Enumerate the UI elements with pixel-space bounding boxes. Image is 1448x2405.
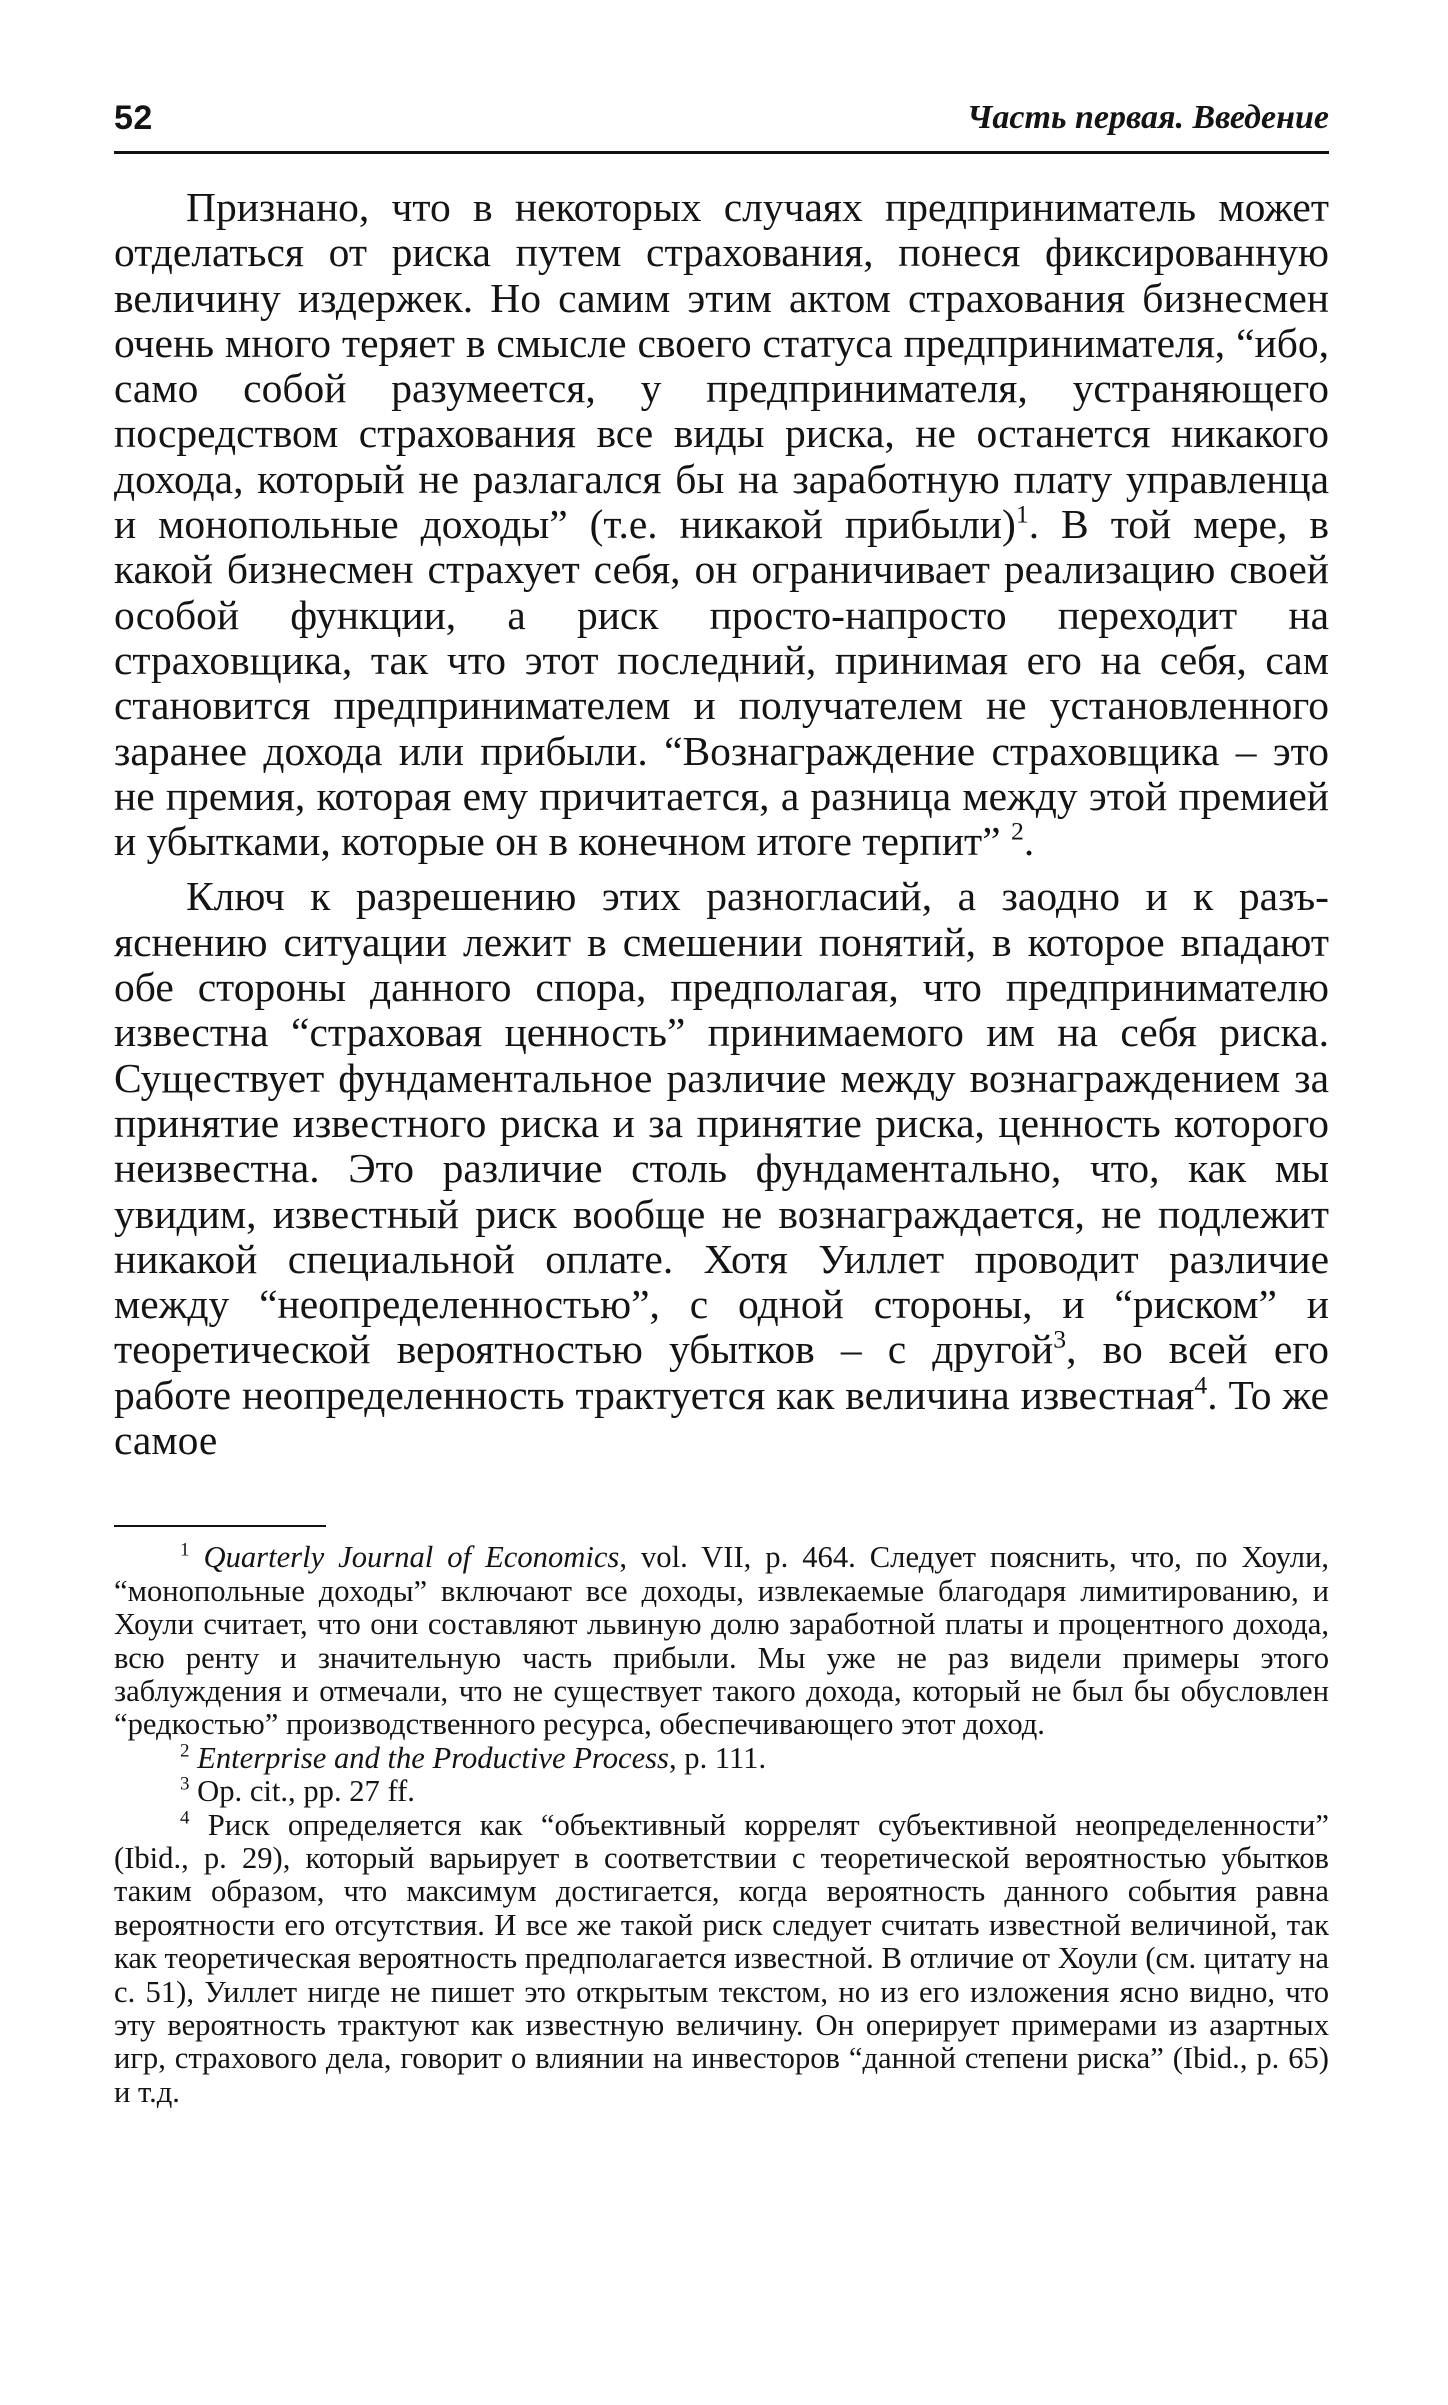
footnote-number: 4 bbox=[180, 1807, 190, 1829]
footnote bbox=[114, 1809, 1329, 2110]
footnote-separator bbox=[114, 1525, 326, 1527]
paragraph-text: , во всей его работе неопределенность трактуется как величина известная bbox=[114, 1326, 1329, 1418]
main-text bbox=[114, 185, 1329, 1463]
footnote-text: , p. 111. bbox=[668, 1740, 767, 1775]
footnote-number: 2 bbox=[180, 1740, 190, 1762]
footnote-source: Quarterly Journal of Economics bbox=[203, 1540, 620, 1575]
header-rule bbox=[114, 151, 1329, 154]
paragraph-text: Ключ к разрешению этих разногласий, а заодно и к разъяснению ситуации лежит в смешении понятий, в которое впадают обе стороны данного спора, предполагая, что предпринимателю известна “страховая ценность” принимаемого им на себя риска. Существует фундаментальное различие между вознаграждением за принятие известного риска и за принятие риска, ценность которого неизвестна. Это различие столь фундаментально, что, как мы увидим, известный риск вообще не вознаграждается, не подлежит никакой специальной оплате. Хотя Уиллет проводит различие между “неопределенностью”, с одной стороны, и “риском” и теоретической вероятностью убытков – с другой bbox=[114, 873, 1329, 1373]
footnote-number: 3 bbox=[180, 1773, 190, 1795]
footnote-number: 1 bbox=[180, 1539, 190, 1561]
footnote-text: , vol. VII, p. 464. Следует пояснить, что, по Хоули, “монопольные доходы” включают все доходы, извлекаемые благодаря лимитированию, и Хоули считает, что они составляют львиную долю заработной платы и процентного дохода, всю ренту и значительную часть прибыли. Мы уже не раз видели примеры этого заблуждения и отмечали, что не существует такого дохода, который не был бы обусловлен “редкостью” производственного ресурса, обеспечивающего этот доход. bbox=[114, 1540, 1329, 1742]
page-header bbox=[114, 95, 1329, 157]
paragraph bbox=[114, 874, 1329, 1463]
footnote-ref: 4 bbox=[1194, 1370, 1208, 1400]
paragraph-text: Признано, что в некоторых случаях предприниматель может отделаться от риска путем страхования, понеся фиксированную величину издержек. Но самим этим актом страхования бизнесмен очень много теряет в смысле своего статуса предпринимателя, “ибо, само собой разумеется, у предпринимателя, устраняющего посредством страхования все виды риска, не останется никакого дохода, который не разлагался бы на заработную плату управленца и монопольные доходы” (т.е. никакой прибыли) bbox=[114, 184, 1329, 548]
paragraph-text: . То же самое bbox=[114, 1371, 1330, 1464]
footnote-ref: 3 bbox=[1053, 1324, 1067, 1354]
footnote-ref: 1 bbox=[1015, 499, 1029, 529]
paragraph-text: . bbox=[1023, 818, 1035, 865]
footnote-text: Риск определяется как “объективный коррелят субъективной неопределенности” (Ibid., p. 29), который варьирует в соответствии с теоретической вероятностью убытков таким образом, что максимум достигается, когда вероятность данного события равна вероятности его отсутствия. И все же такой риск следует считать известной величиной, так как теоретическая вероятность предполагается известной. В отличие от Хоули (см. цитату на с. 51), Уиллет нигде не пишет это открытым текстом, но из его изложения ясно видно, что эту вероятность трактуют как известную величину. Он оперирует примерами из азартных игр, страхового дела, говорит о влиянии на инвесторов “данной степени риска” (Ibid., p. 65) и т.д. bbox=[114, 1807, 1329, 2109]
footnote bbox=[114, 1775, 1329, 1808]
paragraph bbox=[114, 185, 1329, 864]
running-title: Часть первая. Введение bbox=[966, 99, 1329, 136]
footnote-source: Enterprise and the Productive Process bbox=[197, 1740, 669, 1775]
book-page bbox=[114, 95, 1329, 2109]
footnote bbox=[114, 1541, 1329, 1741]
footnote-ref: 2 bbox=[1010, 816, 1024, 846]
page-number: 52 bbox=[114, 99, 153, 137]
paragraph-text: . В той мере, в какой бизнесмен страхует себя, он ограничивает реализацию своей особой функции, а риск просто-напросто переходит на страховщика, так что этот последний, принимая его на себя, сам становится предпринимателем и получателем не установленного заранее дохода или прибыли. “Вознаграждение страховщика – это не премия, которая ему причитается, а разница между этой премией и убытками, которые он в конечном итоге терпит” bbox=[114, 501, 1329, 865]
footnote-text: Op. cit., pp. 27 ff. bbox=[197, 1774, 415, 1809]
footnotes bbox=[114, 1541, 1329, 2109]
footnote bbox=[114, 1742, 1329, 1775]
